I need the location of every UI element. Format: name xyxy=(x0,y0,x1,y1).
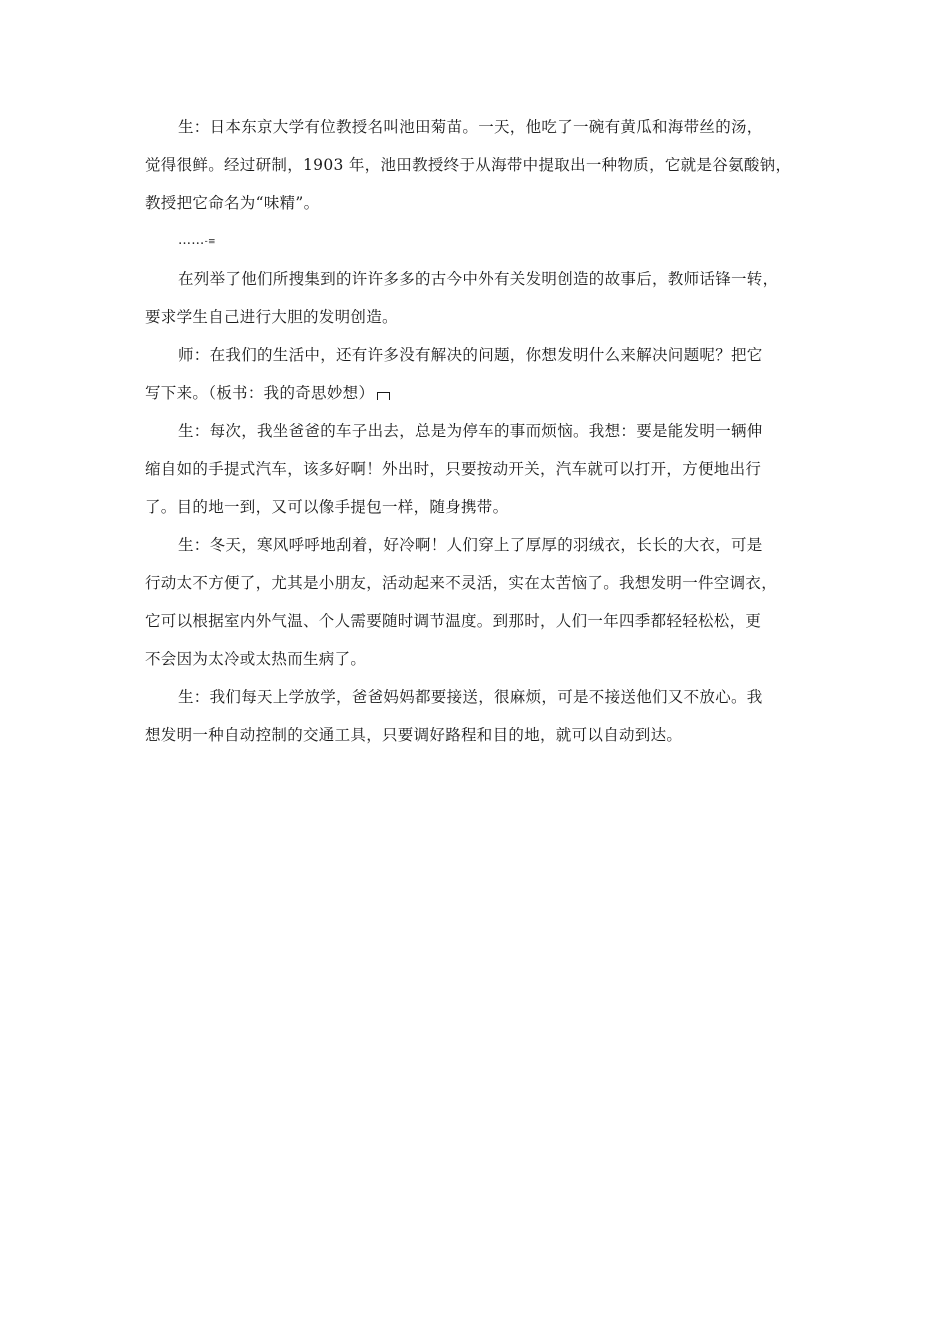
ellipsis-mark: -≡ xyxy=(204,237,216,247)
paragraph-student-car xyxy=(145,412,805,526)
paragraph-teacher-question xyxy=(145,336,805,412)
bracket-mark-icon xyxy=(377,392,390,400)
text-line: 缩自如的手提式汽车，该多好啊！外出时，只要按动开关，汽车就可以打开，方便地出行 xyxy=(145,460,762,478)
text-line: 了。目的地一到，又可以像手提包一样，随身携带。 xyxy=(145,498,509,516)
text-line: 师：在我们的生活中，还有许多没有解决的问题，你想发明什么来解决问题呢？把它 xyxy=(178,346,763,364)
text-line: 在列举了他们所搜集到的许许多多的古今中外有关发明创造的故事后，教师话锋一转， xyxy=(178,270,779,288)
text-line: 生：每次，我坐爸爸的车子出去，总是为停车的事而烦恼。我想：要是能发明一辆伸 xyxy=(178,422,763,440)
paragraph-student-ajinomoto xyxy=(145,108,805,222)
paragraph-student-clothes xyxy=(145,526,805,678)
text-line: 生：日本东京大学有位教授名叫池田菊苗。一天，他吃了一碗有黄瓜和海带丝的汤， xyxy=(178,118,763,136)
ellipsis-line xyxy=(145,222,805,260)
text-line-content: 写下来。（板书：我的奇思妙想） xyxy=(145,384,375,402)
text-line: 行动太不方便了，尤其是小朋友，活动起来不灵活，实在太苦恼了。我想发明一件空调衣， xyxy=(145,574,778,592)
paragraph-student-vehicle xyxy=(145,678,805,754)
text-line: 生：我们每天上学放学，爸爸妈妈都要接送，很麻烦，可是不接送他们又不放心。我 xyxy=(178,688,763,706)
document-body xyxy=(145,108,805,754)
text-line: 它可以根据室内外气温、个人需要随时调节温度。到那时，人们一年四季都轻轻松松，更 xyxy=(145,612,762,630)
text-line xyxy=(145,374,805,412)
text-line: 觉得很鲜。经过研制，1903 年，池田教授终于从海带中提取出一种物质，它就是谷氨酸钠， xyxy=(145,156,792,174)
paragraph-teacher-transition xyxy=(145,260,805,336)
text-line: 生：冬天，寒风呼呼地刮着，好冷啊！人们穿上了厚厚的羽绒衣，长长的大衣，可是 xyxy=(178,536,763,554)
ellipsis-dots: …… xyxy=(178,233,205,248)
text-line: 不会因为太冷或太热而生病了。 xyxy=(145,650,367,668)
text-line: 要求学生自己进行大胆的发明创造。 xyxy=(145,308,398,326)
text-line: 想发明一种自动控制的交通工具，只要调好路程和目的地，就可以自动到达。 xyxy=(145,726,683,744)
text-line: 教授把它命名为“味精”。 xyxy=(145,194,320,212)
